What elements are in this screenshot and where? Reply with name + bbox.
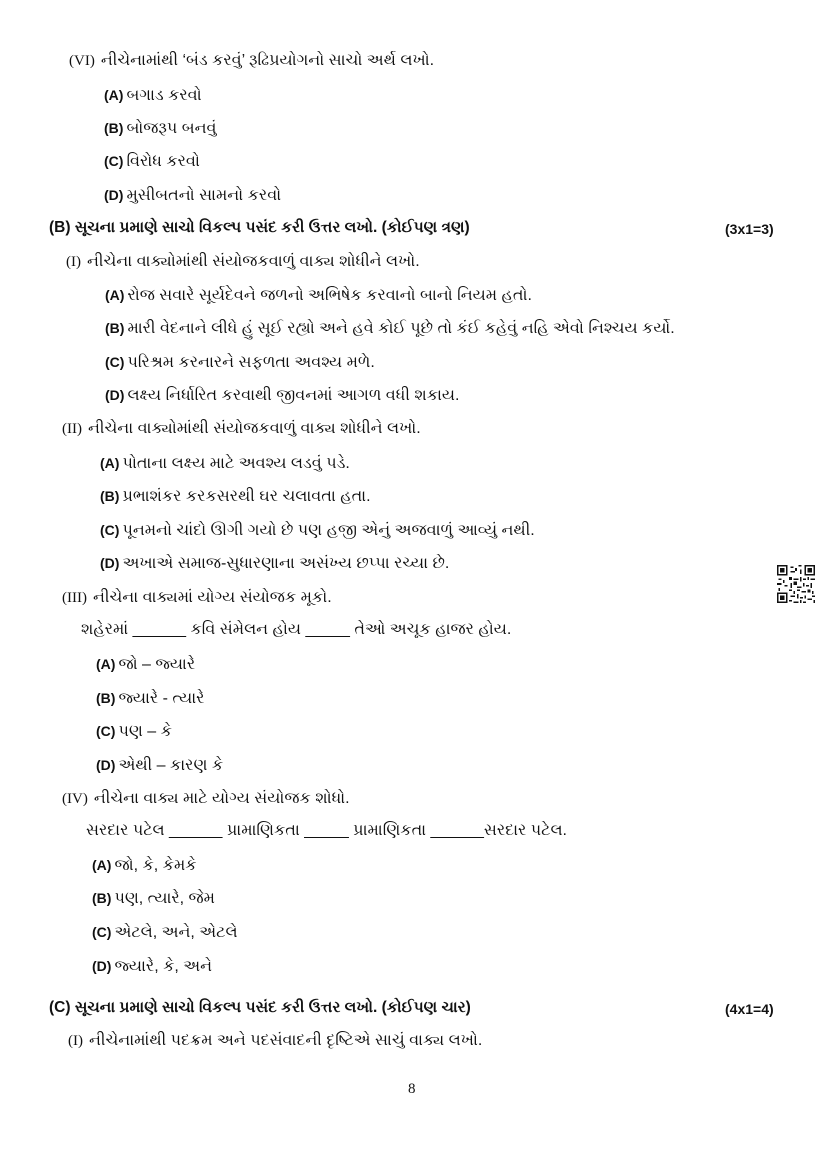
option-text: મારી વેદનાને લીધે હું સૂઈ રહ્યો અને હવે કોઈ પૂછે તો કંઈ કહેવું નહિ એવો નિશ્ચય કર્યો. (127, 320, 675, 337)
option-label: (A) (96, 656, 116, 672)
option-label: (D) (96, 757, 116, 773)
option-label: (B) (105, 320, 125, 336)
option-c (92, 922, 238, 943)
option-text: બગાડ કરવો (126, 87, 202, 104)
question-text: નીચેનામાંથી ‘બંડ કરવું’ રૂઢિપ્રયોગનો સાચો અર્થ લખો. (100, 52, 435, 69)
option-label: (D) (92, 958, 112, 974)
option-text: રોજ સવારે સૂર્યદેવને જળનો અભિષેક કરવાનો બાનો નિયમ હતો. (127, 287, 532, 304)
question-number: (III) (62, 590, 87, 606)
option-text: લક્ષ્ય નિર્ધારિત કરવાથી જીવનમાં આગળ વધી શકાય. (127, 387, 460, 404)
option-text: જ્યારે - ત્યારે (118, 690, 205, 707)
option-text: પણ, ત્યારે, જેમ (114, 890, 215, 907)
option-text: અખાએ સમાજ-સુધારણાના અસંખ્ય છપ્પા રચ્યા છે. (122, 555, 450, 572)
question-b-ii (62, 419, 421, 439)
option-a (96, 654, 195, 675)
option-b (100, 486, 371, 507)
option-a (105, 285, 532, 306)
option-label: (B) (92, 890, 112, 906)
option-label: (C) (92, 924, 112, 940)
question-c-i (68, 1031, 482, 1051)
option-label: (A) (92, 857, 112, 873)
question-number: (IV) (62, 791, 88, 807)
qr-code-icon (777, 565, 815, 603)
question-text: નીચેના વાક્યમાં યોગ્ય સંયોજક મૂકો. (92, 589, 332, 606)
option-label: (D) (104, 187, 124, 203)
section-c-title: (C) સૂચના પ્રમાણે સાચો વિકલ્પ પસંદ કરી ઉત્તર લખો. (કોઈપણ ચાર) (49, 999, 471, 1016)
option-text: બોજરૂપ બનવું (126, 120, 217, 137)
option-a (100, 453, 350, 474)
option-label: (A) (104, 87, 124, 103)
option-b (105, 318, 675, 339)
option-b (92, 888, 215, 909)
option-d (104, 185, 281, 206)
option-text: પરિશ્રમ કરનારને સફળતા અવશ્ય મળે. (127, 354, 375, 371)
option-text: પણ – કે (118, 723, 172, 740)
option-a (104, 85, 202, 106)
option-text: જો, કે, કેમકે (114, 857, 197, 874)
section-c-marks: (4x1=4) (725, 1001, 774, 1017)
question-text: નીચેના વાક્ય માટે યોગ્ય સંયોજક શોધો. (93, 790, 350, 807)
option-text: પ્રભાશંકર કરકસરથી ઘર ચલાવતા હતા. (122, 488, 371, 505)
option-d (100, 553, 449, 574)
option-text: મુસીબતનો સામનો કરવો (126, 187, 282, 204)
option-label: (B) (104, 120, 124, 136)
option-b (96, 688, 204, 709)
option-text: પોતાના લક્ષ્ય માટે અવશ્ય લડવું પડે. (122, 455, 350, 472)
option-label: (C) (105, 354, 125, 370)
option-label: (B) (100, 488, 120, 504)
option-c (104, 151, 200, 172)
option-c (105, 352, 375, 373)
fill-in-sentence: શહેરમાં ______ કવિ સંમેલન હોય _____ તેઓ અચૂક હાજર હોય. (81, 621, 512, 638)
option-text: પૂનમનો ચાંદો ઊગી ગયો છે પણ હજી એનું અજવાળું આવ્યું નથી. (122, 522, 535, 539)
option-c (96, 721, 172, 742)
option-label: (B) (96, 690, 116, 706)
question-number: (I) (68, 1033, 83, 1049)
question-number: (I) (66, 254, 81, 270)
question-b-i (66, 252, 420, 272)
option-label: (C) (104, 153, 124, 169)
option-b (104, 118, 217, 139)
option-d (105, 385, 459, 406)
option-label: (D) (105, 387, 125, 403)
question-vi (69, 51, 434, 71)
option-label: (D) (100, 555, 120, 571)
question-number: (VI) (69, 53, 95, 69)
fill-in-sentence: સરદાર પટેલ ______ પ્રામાણિકતા _____ પ્રામાણિકતા ______સરદાર પટેલ. (86, 822, 567, 839)
option-text: વિરોધ કરવો (126, 153, 200, 170)
option-label: (A) (105, 287, 125, 303)
section-b-title: (B) સૂચના પ્રમાણે સાચો વિકલ્પ પસંદ કરી ઉત્તર લખો. (કોઈપણ ત્રણ) (49, 219, 470, 236)
option-text: જ્યારે, કે, અને (114, 958, 213, 975)
option-text: જો – જ્યારે (118, 656, 196, 673)
option-label: (C) (96, 723, 116, 739)
option-d (92, 956, 212, 977)
question-b-iv (62, 789, 350, 809)
option-text: એટલે, અને, એટલે (114, 924, 238, 941)
section-b-marks: (3x1=3) (725, 221, 774, 237)
option-d (96, 755, 223, 776)
page-number: 8 (408, 1081, 416, 1097)
question-text: નીચેનામાંથી પદક્રમ અને પદસંવાદની દૃષ્ટિએ સાચું વાક્ય લખો. (89, 1032, 483, 1049)
option-a (92, 855, 197, 876)
option-label: (A) (100, 455, 120, 471)
question-b-iii (62, 588, 332, 608)
question-text: નીચેના વાક્યોમાંથી સંયોજકવાળું વાક્ય શોધીને લખો. (87, 253, 420, 270)
option-label: (C) (100, 522, 120, 538)
option-text: એથી – કારણ કે (118, 757, 224, 774)
question-text: નીચેના વાક્યોમાંથી સંયોજકવાળું વાક્ય શોધીને લખો. (87, 420, 421, 437)
option-c (100, 520, 535, 541)
question-number: (II) (62, 421, 82, 437)
